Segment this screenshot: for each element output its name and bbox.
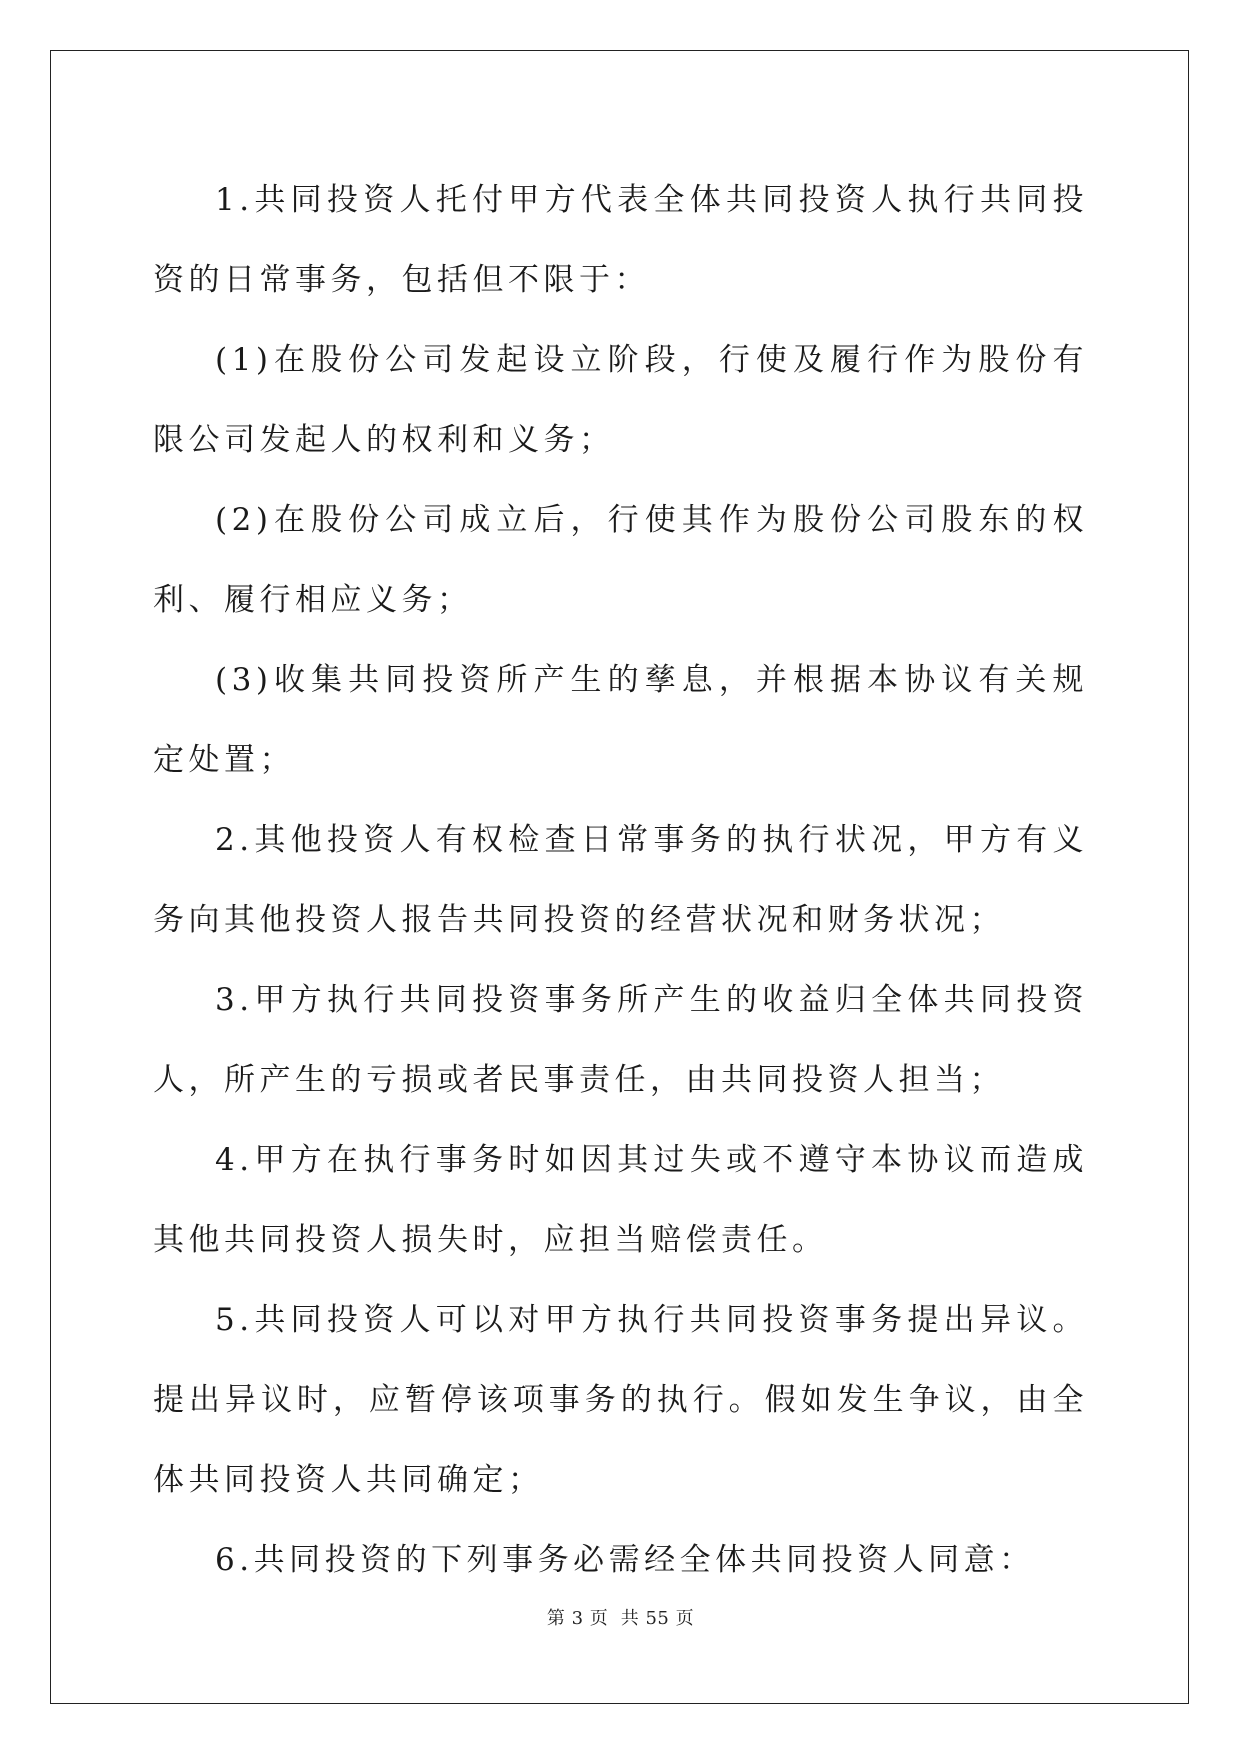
document-body bbox=[153, 160, 1088, 1600]
paragraph-1-2: (2)在股份公司成立后，行使其作为股份公司股东的权利、履行相应义务； bbox=[153, 502, 1088, 618]
page-footer bbox=[0, 1604, 1241, 1630]
paragraph-4: 4.甲方在执行事务时如因其过失或不遵守本协议而造成其他共同投资人损失时，应担当赔偿责任。 bbox=[153, 1142, 1088, 1258]
page-number-label: 第 3 页 共 55 页 bbox=[546, 1608, 695, 1629]
paragraph-3: 3.甲方执行共同投资事务所产生的收益归全体共同投资人，所产生的亏损或者民事责任，由共同投资人担当； bbox=[153, 982, 1088, 1098]
paragraph-2: 2.其他投资人有权检查日常事务的执行状况，甲方有义务向其他投资人报告共同投资的经营状况和财务状况； bbox=[153, 822, 1088, 938]
paragraph-6: 6.共同投资的下列事务必需经全体共同投资人同意： bbox=[215, 1542, 1035, 1578]
paragraph-1-1: (1)在股份公司发起设立阶段，行使及履行作为股份有限公司发起人的权利和义务； bbox=[153, 342, 1088, 458]
paragraph-1: 1.共同投资人托付甲方代表全体共同投资人执行共同投资的日常事务，包括但不限于： bbox=[153, 182, 1088, 298]
paragraph-1-3: (3)收集共同投资所产生的孳息，并根据本协议有关规定处置； bbox=[153, 662, 1088, 778]
paragraph-5: 5.共同投资人可以对甲方执行共同投资事务提出异议。提出异议时，应暂停该项事务的执行。假如发生争议，由全体共同投资人共同确定； bbox=[153, 1302, 1088, 1498]
